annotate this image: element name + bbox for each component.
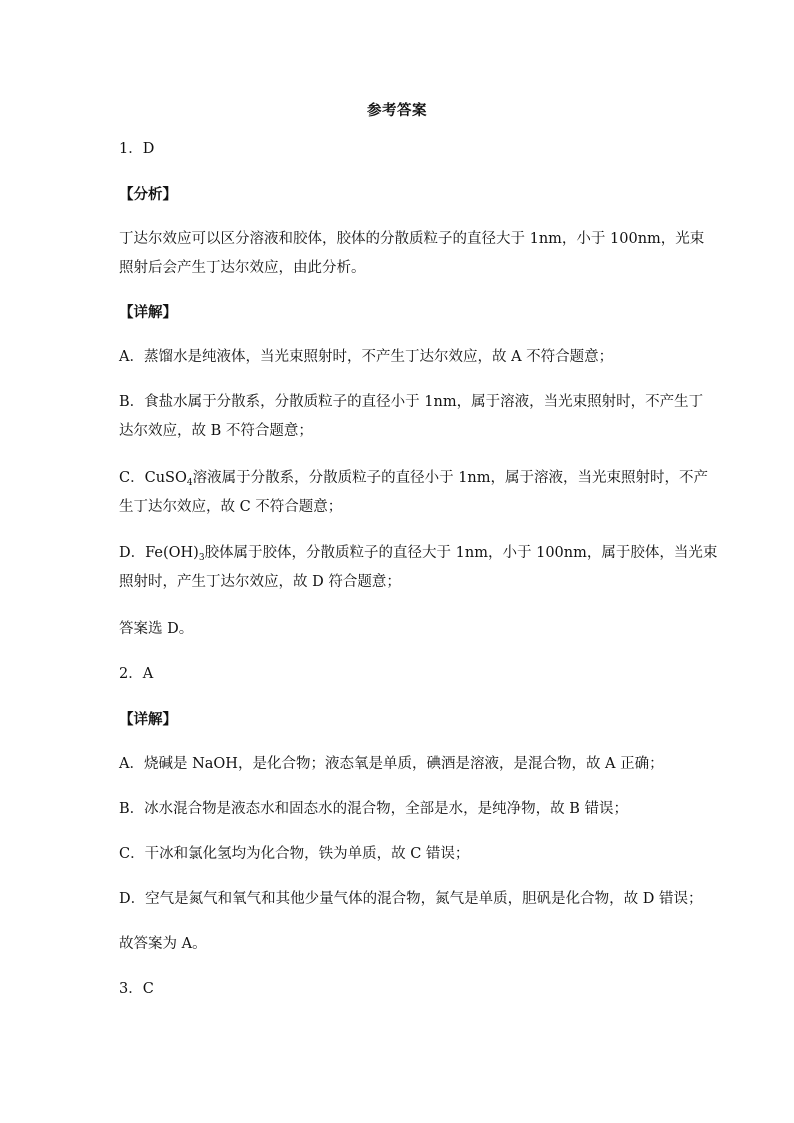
q2-number: 2．A xyxy=(119,666,154,682)
q2-option-c: C．干冰和氯化氢均为化合物，铁为单质，故 C 错误； xyxy=(119,846,470,862)
q1-option-c-subscript: 4 xyxy=(186,478,193,488)
q1-analysis-heading: 【分析】 xyxy=(119,186,177,203)
q1-analysis-line2: 照射后会产生丁达尔效应，由此分析。 xyxy=(119,260,366,276)
q1-option-c-line2: 生丁达尔效应，故 C 不符合题意； xyxy=(119,499,343,515)
q1-option-a: A．蒸馏水是纯液体，当光束照射时，不产生丁达尔效应，故 A 不符合题意； xyxy=(119,349,614,365)
q1-option-d-rest: 胶体属于胶体，分散质粒子的直径大于 1nm，小于 100nm，属于胶体，当光束 xyxy=(204,545,718,561)
q1-option-c-rest: 溶液属于分散系，分散质粒子的直径小于 1nm，属于溶液，当光束照射时，不产 xyxy=(192,470,709,486)
q1-option-d-line2: 照射时，产生丁达尔效应，故 D 符合题意； xyxy=(119,574,401,590)
q1-option-c xyxy=(119,464,709,522)
q1-conclusion: 答案选 D。 xyxy=(119,621,194,637)
q2-detail-heading: 【详解】 xyxy=(119,711,177,728)
q2-conclusion: 故答案为 A。 xyxy=(119,936,207,952)
q1-analysis-line1: 丁达尔效应可以区分溶液和胶体，胶体的分散质粒子的直径大于 1nm，小于 100nm，光束 xyxy=(119,231,705,247)
q3-number: 3．C xyxy=(119,981,154,997)
q1-option-b-line1: B．食盐水属于分散系，分散质粒子的直径小于 1nm，属于溶液，当光束照射时，不产生丁 xyxy=(119,394,704,410)
q2-option-a: A．烧碱是 NaOH，是化合物；液态氧是单质，碘酒是溶液，是混合物，故 A 正确； xyxy=(119,756,664,772)
q1-option-b xyxy=(119,388,704,446)
q1-option-c-line1 xyxy=(119,464,709,493)
q1-number: 1．D xyxy=(119,141,155,157)
q1-option-d-line1 xyxy=(119,539,718,568)
q1-analysis-text xyxy=(119,225,705,283)
q1-option-d-prefix: D．Fe(OH) xyxy=(119,545,199,561)
q1-option-d xyxy=(119,539,718,597)
q2-option-b: B．冰水混合物是液态水和固态水的混合物，全部是水，是纯净物，故 B 错误； xyxy=(119,801,629,817)
page-title: 参考答案 xyxy=(367,102,427,119)
q2-option-d: D．空气是氮气和氧气和其他少量气体的混合物，氮气是单质，胆矾是化合物，故 D 错误； xyxy=(119,891,703,907)
q1-option-c-prefix: C．CuSO xyxy=(119,470,187,486)
q1-option-b-line2: 达尔效应，故 B 不符合题意； xyxy=(119,423,313,439)
q1-option-d-subscript: 3 xyxy=(198,553,205,563)
q1-detail-heading: 【详解】 xyxy=(119,304,177,321)
